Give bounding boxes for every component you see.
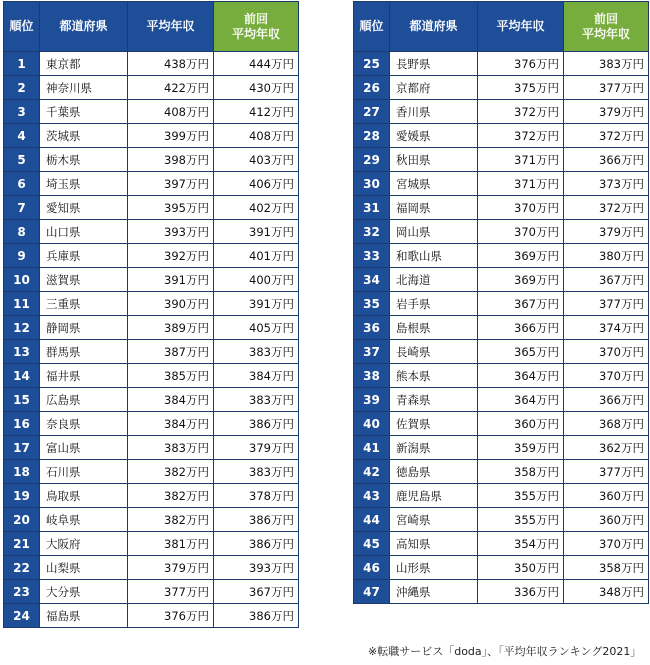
previous-salary-cell: 373万円 [564,172,649,196]
prefecture-cell: 佐賀県 [390,412,478,436]
average-salary-cell: 382万円 [128,460,214,484]
previous-salary-cell: 378万円 [214,484,299,508]
previous-salary-cell: 391万円 [214,220,299,244]
average-salary-cell: 376万円 [478,52,564,76]
previous-salary-cell: 379万円 [214,436,299,460]
previous-salary-cell: 370万円 [564,364,649,388]
table-row [4,316,299,340]
header-previous-salary [214,2,299,52]
table-row [354,76,649,100]
table-row [4,436,299,460]
rank-cell: 33 [354,244,390,268]
rank-cell: 1 [4,52,40,76]
average-salary-cell: 369万円 [478,268,564,292]
table-row [4,220,299,244]
header-prefecture: 都道府県 [40,2,128,52]
rank-cell: 36 [354,316,390,340]
table-row [354,556,649,580]
table-row [354,508,649,532]
rank-cell: 22 [4,556,40,580]
prefecture-cell: 秋田県 [390,148,478,172]
previous-salary-cell: 377万円 [564,76,649,100]
prefecture-cell: 新潟県 [390,436,478,460]
average-salary-cell: 399万円 [128,124,214,148]
average-salary-cell: 364万円 [478,388,564,412]
previous-salary-cell: 386万円 [214,508,299,532]
prefecture-cell: 富山県 [40,436,128,460]
table-row [4,52,299,76]
table-row [354,244,649,268]
rank-cell: 47 [354,580,390,604]
average-salary-cell: 391万円 [128,268,214,292]
table-row [354,124,649,148]
table-row [4,484,299,508]
prefecture-cell: 東京都 [40,52,128,76]
rank-cell: 38 [354,364,390,388]
source-note: ※転職サービス「doda」、「平均年収ランキング2021」 [368,645,642,658]
previous-salary-cell: 383万円 [214,388,299,412]
previous-salary-cell: 403万円 [214,148,299,172]
rank-cell: 16 [4,412,40,436]
table-row [4,148,299,172]
rank-cell: 8 [4,220,40,244]
header-rank: 順位 [4,2,40,52]
average-salary-cell: 372万円 [478,124,564,148]
header-previous-label: 前回 平均年収 [581,11,630,41]
rank-cell: 19 [4,484,40,508]
average-salary-cell: 382万円 [128,484,214,508]
previous-salary-cell: 366万円 [564,148,649,172]
table-row [4,196,299,220]
average-salary-cell: 389万円 [128,316,214,340]
prefecture-cell: 広島県 [40,388,128,412]
prefecture-cell: 京都府 [390,76,478,100]
average-salary-cell: 359万円 [478,436,564,460]
average-salary-cell: 376万円 [128,604,214,628]
table-row [4,556,299,580]
rank-cell: 2 [4,76,40,100]
previous-salary-cell: 430万円 [214,76,299,100]
rank-cell: 18 [4,460,40,484]
prefecture-cell: 高知県 [390,532,478,556]
rank-cell: 40 [354,412,390,436]
average-salary-cell: 365万円 [478,340,564,364]
rank-cell: 30 [354,172,390,196]
table-row [354,292,649,316]
prefecture-cell: 長崎県 [390,340,478,364]
previous-salary-cell: 370万円 [564,340,649,364]
prefecture-cell: 北海道 [390,268,478,292]
prefecture-cell: 愛知県 [40,196,128,220]
rank-cell: 41 [354,436,390,460]
prefecture-cell: 群馬県 [40,340,128,364]
prefecture-cell: 山口県 [40,220,128,244]
previous-salary-cell: 380万円 [564,244,649,268]
rank-cell: 17 [4,436,40,460]
previous-salary-cell: 360万円 [564,508,649,532]
table-header-row [354,2,649,52]
table-row [354,268,649,292]
table-row [4,340,299,364]
table-row [354,196,649,220]
table-row [4,172,299,196]
average-salary-cell: 381万円 [128,532,214,556]
previous-salary-cell: 379万円 [564,220,649,244]
prefecture-cell: 山形県 [390,556,478,580]
prefecture-cell: 大分県 [40,580,128,604]
table-row [354,388,649,412]
prefecture-cell: 徳島県 [390,460,478,484]
previous-salary-cell: 367万円 [564,268,649,292]
rank-cell: 12 [4,316,40,340]
table-row [4,460,299,484]
average-salary-cell: 371万円 [478,172,564,196]
prefecture-cell: 石川県 [40,460,128,484]
rank-cell: 20 [4,508,40,532]
average-salary-cell: 385万円 [128,364,214,388]
previous-salary-cell: 384万円 [214,364,299,388]
table-row [4,124,299,148]
rank-cell: 34 [354,268,390,292]
prefecture-cell: 香川県 [390,100,478,124]
prefecture-cell: 山梨県 [40,556,128,580]
previous-salary-cell: 368万円 [564,412,649,436]
prefecture-cell: 熊本県 [390,364,478,388]
prefecture-cell: 福岡県 [390,196,478,220]
rank-cell: 23 [4,580,40,604]
rank-cell: 26 [354,76,390,100]
rank-cell: 29 [354,148,390,172]
prefecture-cell: 滋賀県 [40,268,128,292]
table-row [354,316,649,340]
rank-cell: 39 [354,388,390,412]
rank-cell: 13 [4,340,40,364]
average-salary-cell: 370万円 [478,196,564,220]
prefecture-cell: 岩手県 [390,292,478,316]
average-salary-cell: 397万円 [128,172,214,196]
previous-salary-cell: 348万円 [564,580,649,604]
prefecture-cell: 神奈川県 [40,76,128,100]
table-row [4,508,299,532]
average-salary-cell: 367万円 [478,292,564,316]
rank-cell: 9 [4,244,40,268]
header-average-salary: 平均年収 [478,2,564,52]
previous-salary-cell: 405万円 [214,316,299,340]
average-salary-cell: 377万円 [128,580,214,604]
average-salary-cell: 382万円 [128,508,214,532]
previous-salary-cell: 444万円 [214,52,299,76]
average-salary-cell: 371万円 [478,148,564,172]
rank-cell: 15 [4,388,40,412]
rank-cell: 32 [354,220,390,244]
rank-cell: 37 [354,340,390,364]
prefecture-cell: 和歌山県 [390,244,478,268]
rank-cell: 10 [4,268,40,292]
average-salary-cell: 438万円 [128,52,214,76]
previous-salary-cell: 383万円 [214,340,299,364]
table-row [354,148,649,172]
table-row [4,244,299,268]
previous-salary-cell: 408万円 [214,124,299,148]
average-salary-cell: 383万円 [128,436,214,460]
previous-salary-cell: 386万円 [214,604,299,628]
average-salary-cell: 354万円 [478,532,564,556]
table-row [4,76,299,100]
table-row [4,604,299,628]
rank-cell: 25 [354,52,390,76]
previous-salary-cell: 372万円 [564,124,649,148]
rank-cell: 14 [4,364,40,388]
previous-salary-cell: 386万円 [214,412,299,436]
average-salary-cell: 392万円 [128,244,214,268]
prefecture-cell: 大阪府 [40,532,128,556]
previous-salary-cell: 362万円 [564,436,649,460]
average-salary-cell: 336万円 [478,580,564,604]
previous-salary-cell: 372万円 [564,196,649,220]
table-row [4,364,299,388]
table-row [354,172,649,196]
rank-cell: 45 [354,532,390,556]
average-salary-cell: 395万円 [128,196,214,220]
prefecture-cell: 島根県 [390,316,478,340]
average-salary-cell: 370万円 [478,220,564,244]
table-row [4,412,299,436]
prefecture-cell: 三重県 [40,292,128,316]
average-salary-cell: 422万円 [128,76,214,100]
header-previous-label: 前回 平均年収 [231,11,280,41]
previous-salary-cell: 412万円 [214,100,299,124]
header-prefecture: 都道府県 [390,2,478,52]
table-row [4,292,299,316]
rank-cell: 6 [4,172,40,196]
table-row [4,388,299,412]
rank-cell: 42 [354,460,390,484]
rank-cell: 46 [354,556,390,580]
average-salary-cell: 372万円 [478,100,564,124]
previous-salary-cell: 406万円 [214,172,299,196]
previous-salary-cell: 393万円 [214,556,299,580]
prefecture-cell: 岐阜県 [40,508,128,532]
average-salary-cell: 379万円 [128,556,214,580]
prefecture-cell: 長野県 [390,52,478,76]
rank-cell: 5 [4,148,40,172]
rank-cell: 4 [4,124,40,148]
previous-salary-cell: 401万円 [214,244,299,268]
previous-salary-cell: 400万円 [214,268,299,292]
table-row [354,580,649,604]
prefecture-cell: 千葉県 [40,100,128,124]
average-salary-cell: 350万円 [478,556,564,580]
previous-salary-cell: 383万円 [214,460,299,484]
table-row [354,436,649,460]
prefecture-cell: 宮崎県 [390,508,478,532]
rank-cell: 28 [354,124,390,148]
previous-salary-cell: 383万円 [564,52,649,76]
prefecture-cell: 岡山県 [390,220,478,244]
previous-salary-cell: 391万円 [214,292,299,316]
prefecture-cell: 栃木県 [40,148,128,172]
table-row [354,412,649,436]
table-row [354,532,649,556]
average-salary-cell: 364万円 [478,364,564,388]
table-row [4,532,299,556]
rank-cell: 35 [354,292,390,316]
previous-salary-cell: 374万円 [564,316,649,340]
average-salary-cell: 355万円 [478,508,564,532]
rank-cell: 3 [4,100,40,124]
average-salary-cell: 384万円 [128,388,214,412]
table-row [354,364,649,388]
previous-salary-cell: 386万円 [214,532,299,556]
prefecture-cell: 兵庫県 [40,244,128,268]
prefecture-cell: 静岡県 [40,316,128,340]
table-row [354,100,649,124]
previous-salary-cell: 358万円 [564,556,649,580]
previous-salary-cell: 366万円 [564,388,649,412]
rank-cell: 7 [4,196,40,220]
table-row [354,484,649,508]
table-row [4,268,299,292]
rank-cell: 24 [4,604,40,628]
prefecture-cell: 青森県 [390,388,478,412]
table-row [354,460,649,484]
previous-salary-cell: 379万円 [564,100,649,124]
average-salary-cell: 360万円 [478,412,564,436]
previous-salary-cell: 360万円 [564,484,649,508]
previous-salary-cell: 370万円 [564,532,649,556]
prefecture-cell: 茨城県 [40,124,128,148]
average-salary-cell: 358万円 [478,460,564,484]
average-salary-cell: 375万円 [478,76,564,100]
average-salary-cell: 366万円 [478,316,564,340]
prefecture-cell: 鳥取県 [40,484,128,508]
average-salary-cell: 390万円 [128,292,214,316]
previous-salary-cell: 402万円 [214,196,299,220]
rank-cell: 43 [354,484,390,508]
rank-cell: 31 [354,196,390,220]
table-row [354,220,649,244]
previous-salary-cell: 367万円 [214,580,299,604]
prefecture-cell: 鹿児島県 [390,484,478,508]
previous-salary-cell: 377万円 [564,292,649,316]
average-salary-cell: 369万円 [478,244,564,268]
prefecture-cell: 福島県 [40,604,128,628]
average-salary-cell: 398万円 [128,148,214,172]
header-previous-salary [564,2,649,52]
average-salary-cell: 387万円 [128,340,214,364]
prefecture-cell: 埼玉県 [40,172,128,196]
prefecture-cell: 福井県 [40,364,128,388]
ranking-table-right [353,1,649,604]
average-salary-cell: 384万円 [128,412,214,436]
header-average-salary: 平均年収 [128,2,214,52]
table-header-row [4,2,299,52]
table-row [354,52,649,76]
prefecture-cell: 奈良県 [40,412,128,436]
prefecture-cell: 沖縄県 [390,580,478,604]
table-row [4,100,299,124]
previous-salary-cell: 377万円 [564,460,649,484]
ranking-table-left [3,1,299,628]
table-row [354,340,649,364]
rank-cell: 11 [4,292,40,316]
rank-cell: 21 [4,532,40,556]
average-salary-cell: 355万円 [478,484,564,508]
average-salary-cell: 408万円 [128,100,214,124]
rank-cell: 27 [354,100,390,124]
header-rank: 順位 [354,2,390,52]
average-salary-cell: 393万円 [128,220,214,244]
rank-cell: 44 [354,508,390,532]
prefecture-cell: 愛媛県 [390,124,478,148]
table-row [4,580,299,604]
prefecture-cell: 宮城県 [390,172,478,196]
